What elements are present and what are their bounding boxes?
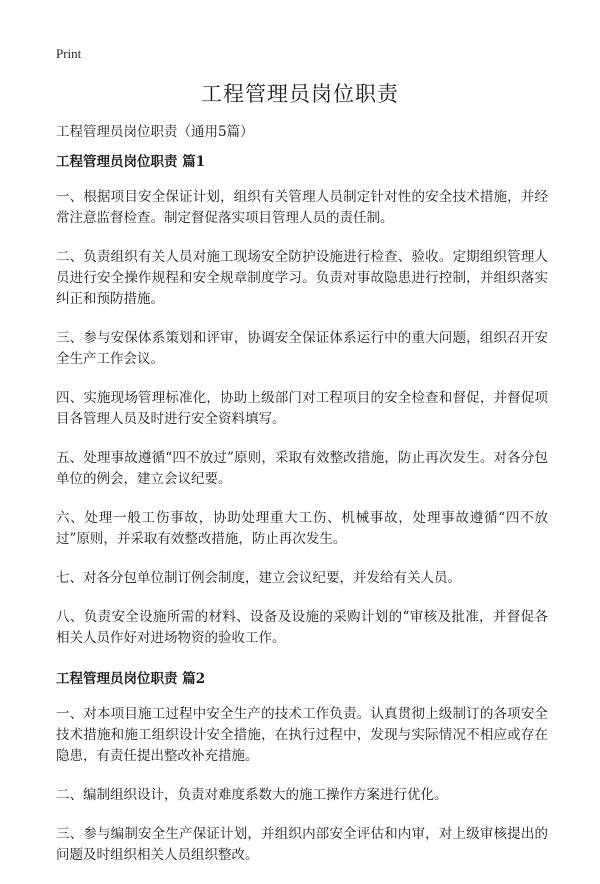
section-1-paragraph: 五、处理事故遵循“四不放过”原则，采取有效整改措施，防止再次发生。对各分包单位的例会，建立会议纪要。 xyxy=(56,450,548,487)
section-2-paragraph: 三、参与编制安全生产保证计划，并组织内部安全评估和内审，对上级审核提出的问题及时组织相关人员组织整改。 xyxy=(56,826,548,863)
section-2-paragraph: 一、对本项目施工过程中安全生产的技术工作负责。认真贯彻上级制订的各项安全技术措施和施工组织设计安全措施，在执行过程中，发现与实际情况不相应或存在隐患，有责任提出整改补充措施。 xyxy=(56,706,548,764)
section-heading-2: 工程管理员岗位职责 篇2 xyxy=(56,671,206,687)
document-body xyxy=(56,150,548,884)
section-1-paragraph: 一、根据项目安全保证计划，组织有关管理人员制定针对性的安全技术措施，并经常注意监督检查。制定督促落实项目管理人员的责任制。 xyxy=(56,189,548,226)
document-subtitle: 工程管理员岗位职责（通用5篇） xyxy=(56,124,254,140)
section-1-paragraph: 七、对各分包单位制订例会制度，建立会议纪要，并发给有关人员。 xyxy=(56,570,461,586)
section-1-paragraph: 六、处理一般工伤事故，协助处理重大工伤、机械事故，处理事故遵循“四不放过”原则，并采取有效整改措施，防止再次发生。 xyxy=(56,510,548,547)
page-title: 工程管理员岗位职责 xyxy=(201,82,399,106)
print-link[interactable]: Print xyxy=(56,46,82,61)
section-1-paragraph: 四、实施现场管理标准化，协助上级部门对工程项目的安全检查和督促，并督促项目各管理人员及时进行安全资料填写。 xyxy=(56,390,548,427)
section-2-paragraph: 二、编制组织设计，负责对难度系数大的施工操作方案进行优化。 xyxy=(56,787,448,803)
section-1-paragraph: 三、参与安保体系策划和评审，协调安全保证体系运行中的重大问题，组织召开安全生产工作会议。 xyxy=(56,330,548,367)
section-1-paragraph: 八、负责安全设施所需的材料、设备及设施的采购计划的“审核及批准，并督促各相关人员作好对进场物资的验收工作。 xyxy=(56,609,548,646)
section-1-paragraph: 二、负责组织有关人员对施工现场安全防护设施进行检查、验收。定期组织管理人员进行安全操作规程和安全规章制度学习。负责对事故隐患进行控制，并组织落实纠正和预防措施。 xyxy=(56,249,548,307)
section-heading-1: 工程管理员岗位职责 篇1 xyxy=(56,154,206,170)
